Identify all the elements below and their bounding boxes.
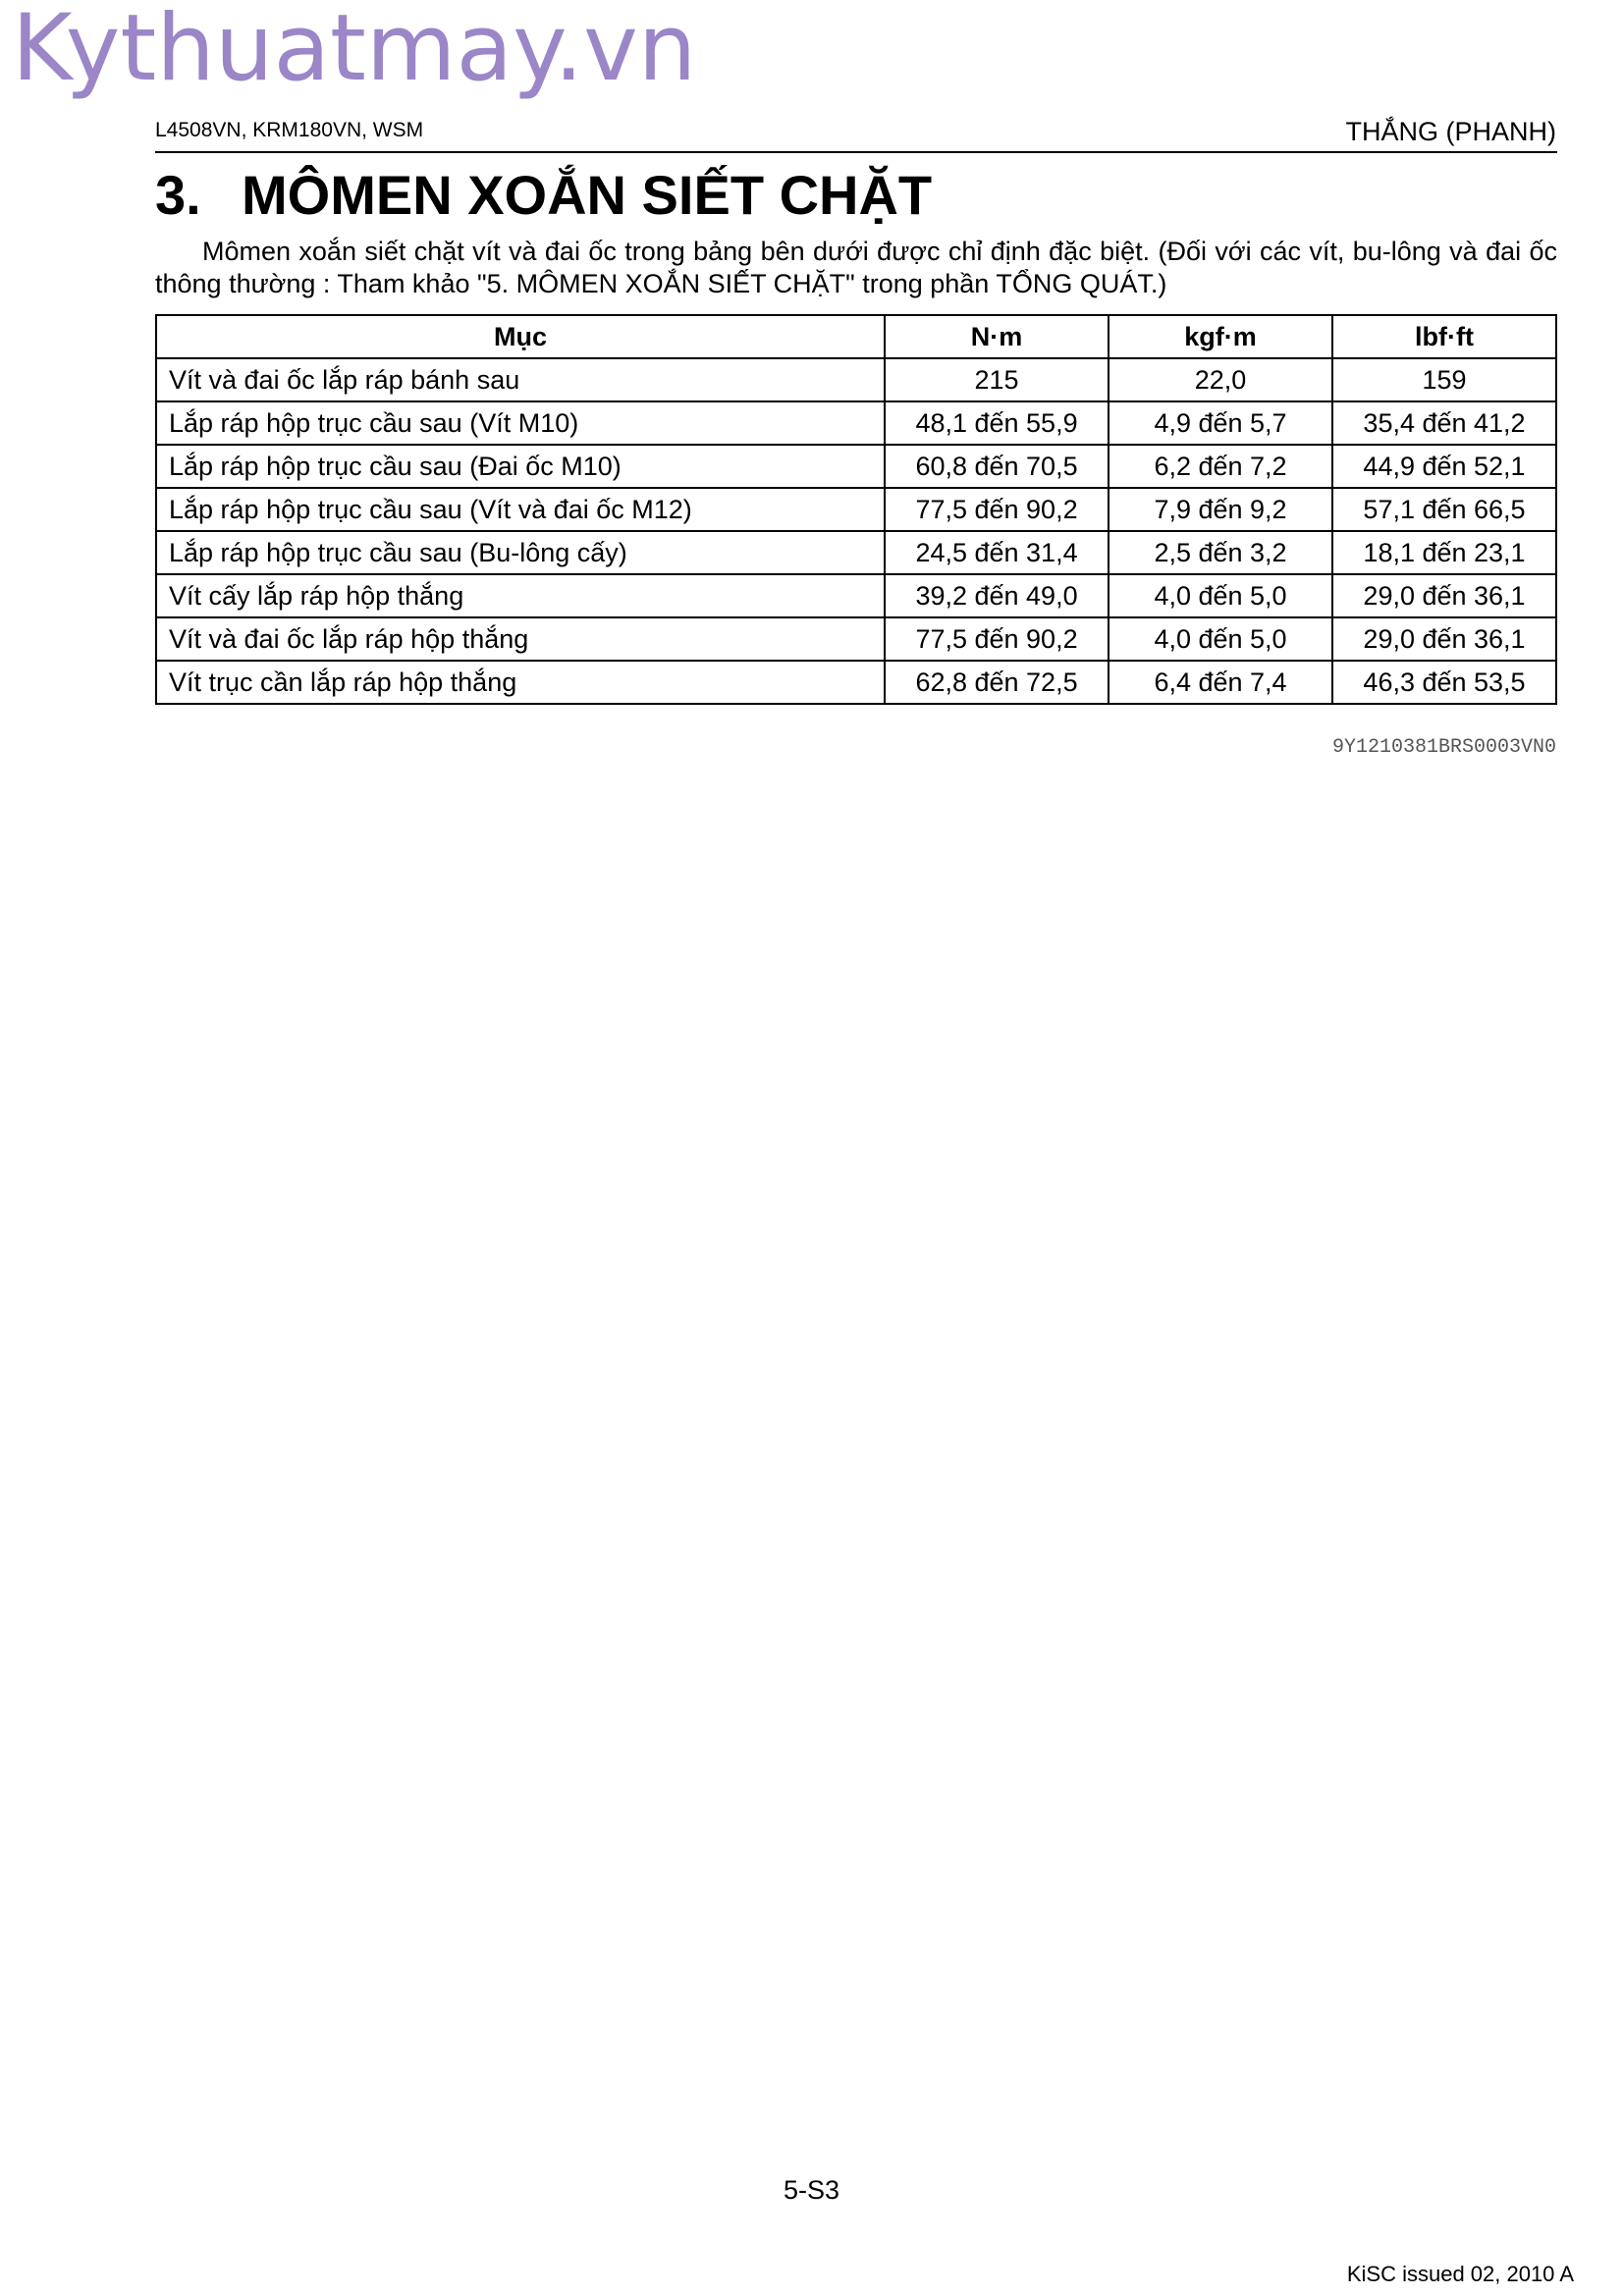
table-row [156,661,1556,704]
section-number: 3. [155,164,201,226]
torque-table [155,314,1557,705]
section-title [155,163,932,228]
table-row [156,531,1556,574]
column-header-item: Mục [156,315,885,358]
document-code: 9Y1210381BRS0003VN0 [1331,736,1556,759]
cell-nm: 62,8 đến 72,5 [885,661,1109,704]
intro-paragraph: Mômen xoắn siết chặt vít và đai ốc trong bảng bên dưới được chỉ định đặc biệt. (Đối với các vít, bu-lông và đai ốc thông thường : Tham khảo "5. MÔMEN XOẮN SIẾT CHẶT" trong phần TỔNG QUÁT.) [155,237,1557,298]
cell-nm: 24,5 đến 31,4 [885,531,1109,574]
table-header-row [156,315,1556,358]
cell-item: Vít và đai ốc lắp ráp bánh sau [156,358,885,401]
column-header-kgfm: kgf·m [1109,315,1332,358]
cell-kgfm: 22,0 [1109,358,1332,401]
cell-item: Vít cấy lắp ráp hộp thắng [156,574,885,617]
cell-kgfm: 7,9 đến 9,2 [1109,488,1332,531]
cell-kgfm: 6,4 đến 7,4 [1109,661,1332,704]
cell-nm: 77,5 đến 90,2 [885,617,1109,661]
cell-kgfm: 6,2 đến 7,2 [1109,445,1332,488]
section-title-text: MÔMEN XOẮN SIẾT CHẶT [242,164,933,226]
cell-lbfft: 44,9 đến 52,1 [1332,445,1556,488]
cell-kgfm: 4,0 đến 5,0 [1109,574,1332,617]
cell-nm: 77,5 đến 90,2 [885,488,1109,531]
cell-lbfft: 46,3 đến 53,5 [1332,661,1556,704]
cell-item: Lắp ráp hộp trục cầu sau (Bu-lông cấy) [156,531,885,574]
table-row [156,445,1556,488]
cell-lbfft: 18,1 đến 23,1 [1332,531,1556,574]
cell-kgfm: 2,5 đến 3,2 [1109,531,1332,574]
table-row [156,617,1556,661]
cell-lbfft: 29,0 đến 36,1 [1332,574,1556,617]
table-row [156,488,1556,531]
cell-item: Lắp ráp hộp trục cầu sau (Vít M10) [156,401,885,445]
cell-nm: 39,2 đến 49,0 [885,574,1109,617]
cell-item: Vít trục cần lắp ráp hộp thắng [156,661,885,704]
cell-item: Lắp ráp hộp trục cầu sau (Đai ốc M10) [156,445,885,488]
cell-lbfft: 29,0 đến 36,1 [1332,617,1556,661]
cell-kgfm: 4,0 đến 5,0 [1109,617,1332,661]
issue-note: KiSC issued 02, 2010 A [1346,2262,1574,2286]
header-section: THẮNG (PHANH) [1345,117,1556,146]
header-models: L4508VN, KRM180VN, WSM [155,119,424,141]
cell-lbfft: 159 [1332,358,1556,401]
cell-nm: 215 [885,358,1109,401]
page-number: 5-S3 [783,2175,840,2205]
table-row [156,358,1556,401]
cell-nm: 48,1 đến 55,9 [885,401,1109,445]
table-row [156,574,1556,617]
table-row [156,401,1556,445]
cell-nm: 60,8 đến 70,5 [885,445,1109,488]
cell-item: Vít và đai ốc lắp ráp hộp thắng [156,617,885,661]
cell-kgfm: 4,9 đến 5,7 [1109,401,1332,445]
column-header-lbfft: lbf·ft [1332,315,1556,358]
header-divider [155,151,1557,153]
column-header-nm: N·m [885,315,1109,358]
cell-item: Lắp ráp hộp trục cầu sau (Vít và đai ốc M12) [156,488,885,531]
watermark-logo: Kythuatmay.vn [12,0,697,102]
cell-lbfft: 57,1 đến 66,5 [1332,488,1556,531]
cell-lbfft: 35,4 đến 41,2 [1332,401,1556,445]
